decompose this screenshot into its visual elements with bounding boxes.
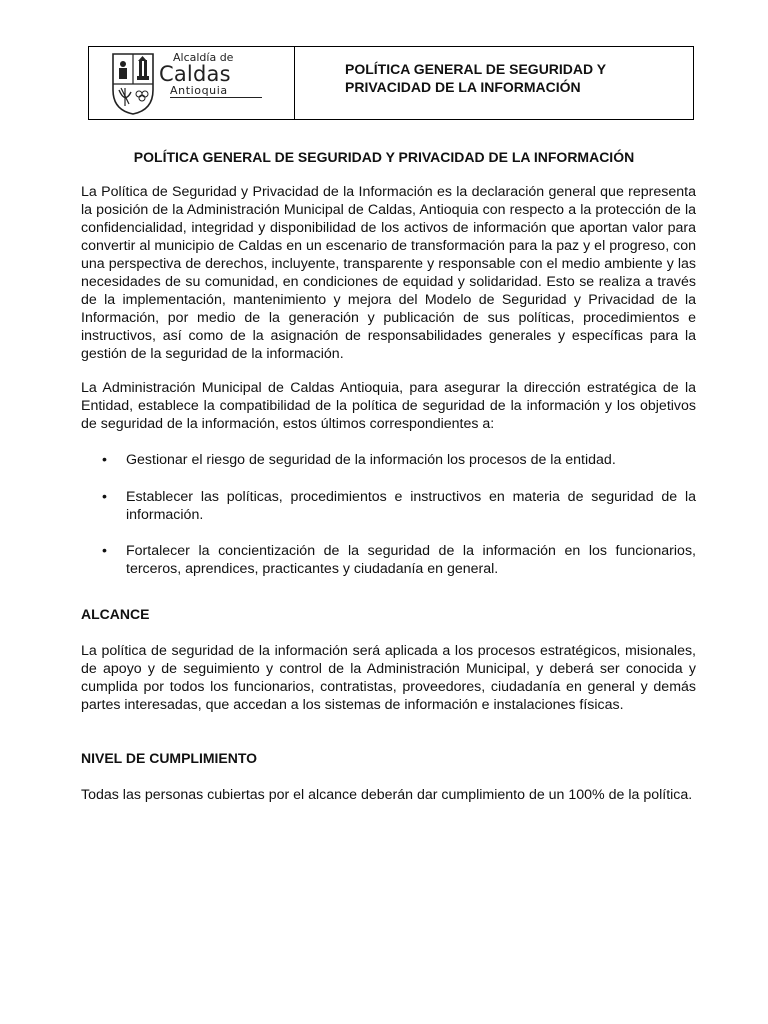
header-title bbox=[295, 47, 693, 119]
objective-item bbox=[102, 488, 696, 524]
objectives-intro-paragraph: La Administración Municipal de Caldas Antioquia, para asegurar la dirección estratégica de la Entidad, establece la compatibilidad de la política de seguridad de la información y los objetivos de seguridad de la información, estos últimos correspondientes a: bbox=[81, 380, 696, 432]
bullet-icon: • bbox=[102, 452, 107, 468]
objective-item bbox=[102, 451, 696, 469]
bullet-icon: • bbox=[102, 543, 107, 559]
objective-text: Gestionar el riesgo de seguridad de la información los procesos de la entidad. bbox=[126, 452, 616, 468]
compliance-paragraph: Todas las personas cubiertas por el alcance deberán dar cumplimiento de un 100% de la política. bbox=[81, 787, 693, 803]
logo-underline bbox=[170, 97, 262, 98]
objective-item bbox=[102, 542, 696, 578]
logo-cell bbox=[89, 47, 295, 119]
header-title-line-2: PRIVACIDAD DE LA INFORMACIÓN bbox=[345, 79, 581, 95]
header-title-line-1: POLÍTICA GENERAL DE SEGURIDAD Y bbox=[345, 61, 607, 77]
objective-text: Fortalecer la concientización de la seguridad de la información en los funcionarios, terceros, aprendices, practicantes y ciudadanía en general. bbox=[126, 543, 696, 577]
document-title: POLÍTICA GENERAL DE SEGURIDAD Y PRIVACIDAD DE LA INFORMACIÓN bbox=[133, 149, 635, 165]
scope-paragraph: La política de seguridad de la información será aplicada a los procesos estratégicos, misionales, de apoyo y de seguimiento y control de la Administración Municipal, y deberá ser conocida y cumplida por todos los funcionarios, contratistas, proveedores, ciudadanía en general y demás partes interesadas, que accedan a los sistemas de información e instalaciones físicas. bbox=[81, 643, 696, 713]
logo-line-antioquia: Antioquia bbox=[170, 84, 228, 97]
logo-line-alcaldia: Alcaldía de bbox=[173, 51, 234, 64]
objective-text: Establecer las políticas, procedimientos e instructivos en materia de seguridad de la información. bbox=[126, 489, 696, 523]
caldas-shield-logo bbox=[111, 52, 155, 116]
document-header bbox=[88, 46, 694, 120]
scope-heading: ALCANCE bbox=[81, 606, 150, 622]
bullet-icon: • bbox=[102, 489, 107, 505]
intro-paragraph: La Política de Seguridad y Privacidad de la Información es la declaración general que representa la posición de la Administración Municipal de Caldas, Antioquia con respecto a la protección de la confidencialidad, integridad y disponibilidad de los activos de información que aportan valor para convertir al municipio de Caldas en un escenario de transformación para la paz y el progreso, con una perspectiva de derechos, incluyente, transparente y responsable con el medio ambiente y las necesidades de su comunidad, en condiciones de equidad y solidaridad. Esto se realiza a través de la implementación, mantenimiento y mejora del Modelo de Seguridad y Privacidad de la Información, por medio de la generación y publicación de sus políticas, procedimientos e instructivos, así como de la asignación de responsabilidades generales y específicas para la gestión de la seguridad de la información. bbox=[81, 184, 696, 362]
logo-wordmark bbox=[159, 52, 233, 96]
logo-line-caldas: Caldas bbox=[159, 62, 231, 86]
compliance-heading: NIVEL DE CUMPLIMIENTO bbox=[81, 750, 258, 766]
